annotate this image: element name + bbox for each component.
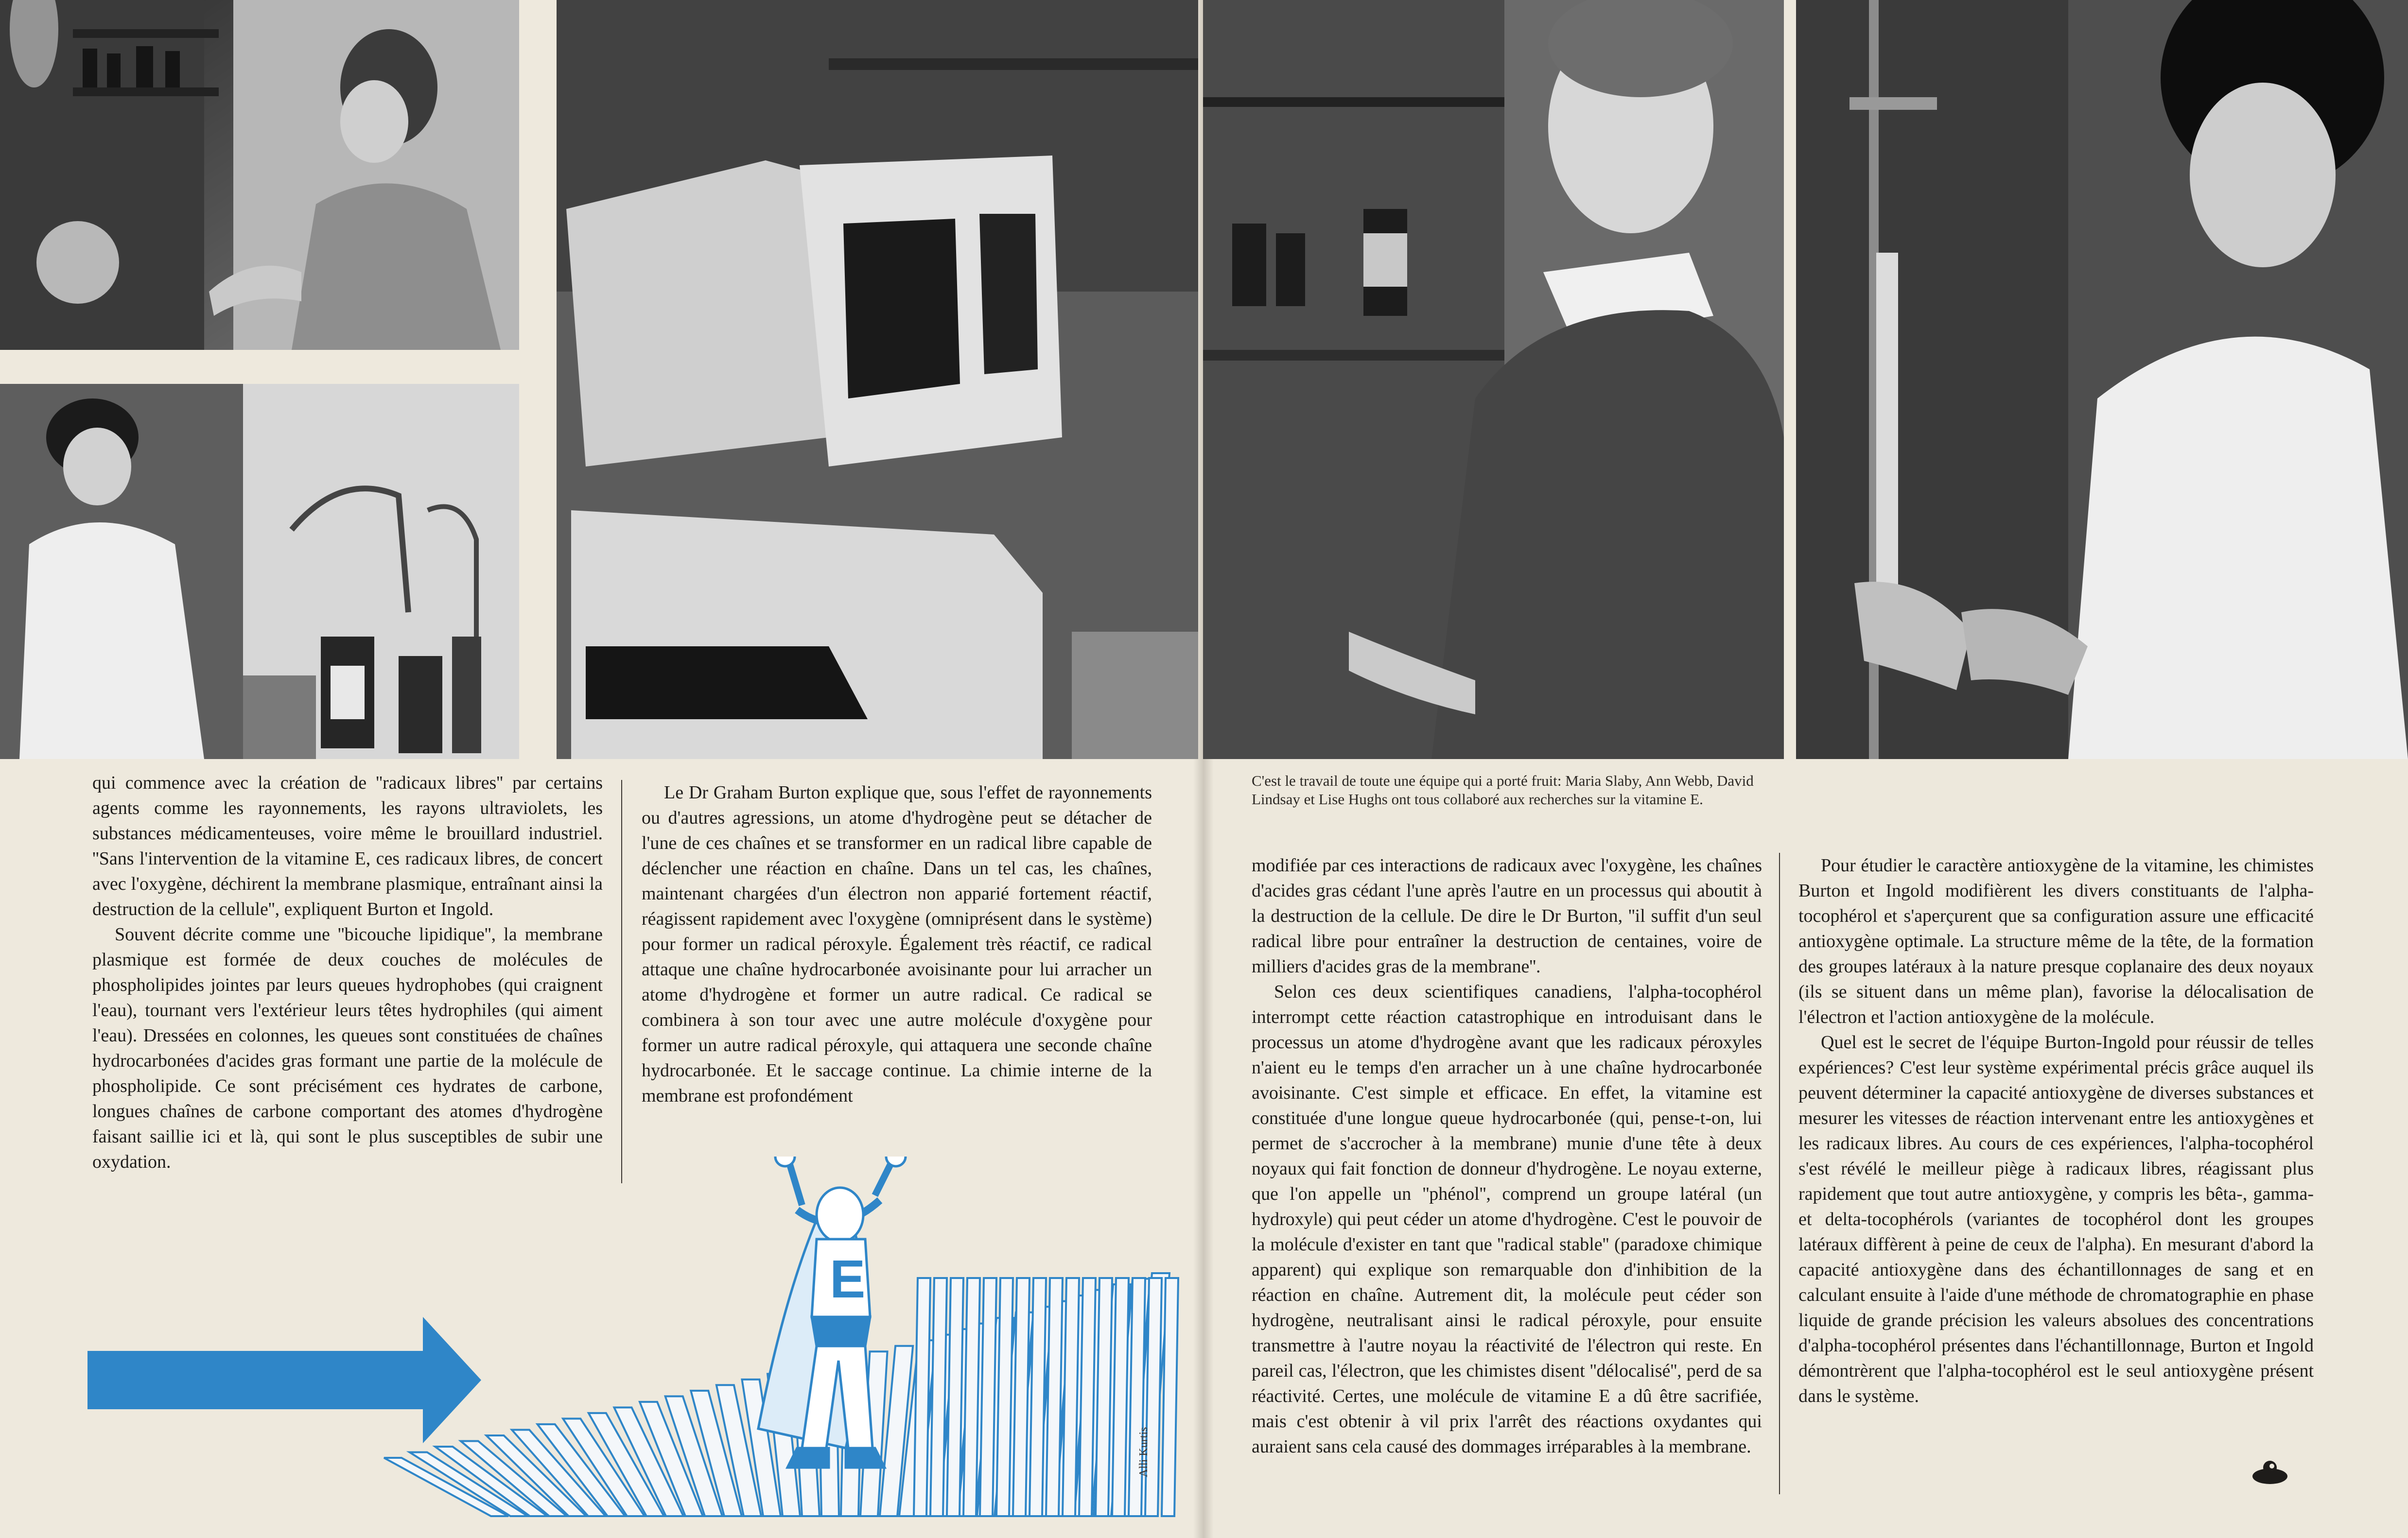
domino bbox=[1145, 1278, 1162, 1516]
paragraph: modifiée par ces interactions de radicaux avec l'oxygène, les chaînes d'acides gras cédant l'une après l'autre en un processus qui aboutit à la destruction de la cellule. De dire le Dr Burton, ''il suffit d'un seul radical libre pour entraîner la destruction de centaines, voire de milliers d'acides gras de la membrane''. bbox=[1252, 855, 1762, 977]
domino bbox=[963, 1278, 980, 1516]
domino bbox=[1162, 1278, 1178, 1516]
article-column-3 bbox=[1252, 853, 1762, 1523]
arrow-icon bbox=[87, 1317, 481, 1443]
computer-terminal-photo bbox=[557, 0, 1198, 759]
vitamin-e-hero-illustration bbox=[87, 1157, 1196, 1526]
paragraph: Souvent décrite comme une ''bicouche lipidique'', la membrane plasmique est formée de deux couches de molécules de phospholipides jointes par leurs queues hydrophobes (qui craignent l'eau), tournant vers l'extérieur leurs têtes hydrophiles (qui aiment l'eau). Dressées en colonnes, les queues sont constituées de chaînes hydrocarbonées d'acides gras formant une partie de la molécule de phospholipide. Ce sont précisément ces hydrates de carbone, longues chaînes de carbone comportant des atomes d'hydrogène faisant saillie ici et là, qui sont le plus susceptibles de subir une oxydation. bbox=[92, 924, 603, 1172]
lab-column-photo bbox=[1796, 0, 2408, 759]
domino bbox=[930, 1278, 947, 1516]
paragraph: qui commence avec la création de ''radicaux libres'' par certains agents comme les rayonnements, les rayons ultraviolets, les substances médicamenteuses, voire même le brouillard industriel. ''Sans l'intervention de la vitamine E, ces radicaux libres, de concert avec l'oxygène, déchirent la membrane plasmique, entraînant ainsi la destruction de la cellule'', expliquent Burton et Ingold. bbox=[92, 773, 603, 919]
domino bbox=[1112, 1278, 1129, 1516]
domino bbox=[996, 1278, 1013, 1516]
illustration-credit: Alli Kurtis bbox=[1137, 1427, 1150, 1477]
paragraph: Pour étudier le caractère antioxygène de la vitamine, les chimistes Burton et Ingold modifièrent les divers constituants de l'alpha-tocophérol et s'aperçurent que sa configuration assure une efficacité antioxygène optimale. La structure même de la tête, de la formation des groupes latéraux à la nature presque coplanaire des deux noyaux (ils se situent dans un même plan), favorise la délocalisation de l'électron et l'action antioxygène de la molécule. bbox=[1798, 855, 2314, 1027]
column-divider bbox=[1779, 853, 1780, 1494]
article-column-1 bbox=[92, 770, 603, 1188]
domino bbox=[1046, 1278, 1063, 1516]
domino bbox=[1063, 1278, 1079, 1516]
domino bbox=[1129, 1278, 1145, 1516]
article-column-4 bbox=[1798, 853, 2314, 1465]
column-divider bbox=[621, 780, 622, 1183]
paragraph: Selon ces deux scientifiques canadiens, l'alpha-tocophérol interrompt cette réaction catastrophique en introduisant dans le processus un atome d'hydrogène avant que les radicaux péroxyles n'aient eu le temps d'en arracher un à une chaîne hydrocarbonée avoisinante. C'est simple et efficace. En effet, la vitamine est constituée d'une longue queue hydrocarbonée (qui, pense-t-on, lui permet de s'accrocher à la membrane) munie d'une tête à deux noyaux qui fait fonction de donneur d'hydrogène. Le noyau externe, que l'on appelle un ''phénol'', comprend un groupe latéral (un hydroxyle) qui peut céder un atome d'hydrogène. C'est le pouvoir de la molécule d'exister en tant que ''radical stable'' (paradoxe chimique apparent) qui explique son remarquable don d'inhibition de la réaction en chaîne. Autrement dit, la molécule peut céder son hydrogène, neutralisant ainsi le radical péroxyle, pour ensuite transmettre à l'autre noyau la réactivité de l'électron qui reste. En pareil cas, l'électron, que les chimistes disent ''délocalisé'', perd de sa réactivité. Certes, une molécule de vitamine E a dû être sacrifiée, mais c'est obtenir à vil prix l'arrêt des réactions oxydantes qui auraient sans cela causé des dommages irréparables à la membrane. bbox=[1252, 982, 1762, 1457]
domino bbox=[1013, 1278, 1030, 1516]
domino bbox=[1079, 1278, 1096, 1516]
domino bbox=[947, 1278, 963, 1516]
photo-caption: C'est le travail de toute une équipe qui a porté fruit: Maria Slaby, Ann Webb, David Lindsay et Lise Hughs ont tous collaboré aux recherches sur la vitamine E. bbox=[1252, 772, 1754, 808]
lab-photo-top-left bbox=[0, 0, 519, 350]
paragraph: Quel est le secret de l'équipe Burton-Ingold pour réussir de telles expériences? C'est leur système expérimental précis grâce auquel ils peuvent déterminer la capacité antioxygène de diverses substances et mesurer les vitesses de réaction intervenant entre les antioxygènes et les radicaux libres. Au cours de ces expériences, l'alpha-tocophérol s'est révélé le meilleur piège à radicaux libres, réagissant plus rapidement que tout autre antioxygène, y compris les bêta-, gamma- et delta-tocophérols (variantes de tocophérol dont les groupes latéraux diffèrent à peine de ceux de l'alpha). En mesurant d'abord la capacité antioxygène dans des échantillonnages de sang et en calculant ensuite à l'aide d'une méthode de chromatographie en phase liquide de grande précision les valeurs absolues des concentrations d'alpha-tocophérol présentes dans l'échantillonnage, Burton et Ingold démontrèrent que l'alpha-tocophérol est le seul antioxygène présent dans le système. bbox=[1798, 1032, 2314, 1406]
article-end-mark-icon bbox=[2251, 1458, 2289, 1487]
domino bbox=[1096, 1278, 1112, 1516]
scientist-man-photo bbox=[1203, 0, 1784, 759]
domino bbox=[980, 1278, 996, 1516]
domino bbox=[1030, 1278, 1046, 1516]
svg-text:E: E bbox=[830, 1249, 866, 1309]
paragraph: Le Dr Graham Burton explique que, sous l'effet de rayonnements ou d'autres agressions, un atome d'hydrogène peut se détacher de l'une de ces chaînes et se transformer en un radical libre capable de déclencher une réaction en chaîne. Dans un tel cas, les chaînes, maintenant chargées d'un électron non apparié fortement réactif, réagissent rapidement avec l'oxygène (omniprésent dans le système) pour former un radical péroxyle. Également très réactif, ce radical attaque une chaîne hydrocarbonée avoisinante pour lui arracher un atome d'hydrogène et former un autre radical. Ce radical se combinera à son tour avec une autre molécule d'oxygène pour former un autre radical péroxyle, qui attaquera une seconde chaîne hydrocarbonée. Et le saccage continue. La chimie interne de la membrane est profondément bbox=[642, 782, 1152, 1106]
article-column-2 bbox=[642, 780, 1152, 1115]
domino bbox=[914, 1278, 930, 1516]
lab-photo-mid-left bbox=[0, 384, 519, 759]
